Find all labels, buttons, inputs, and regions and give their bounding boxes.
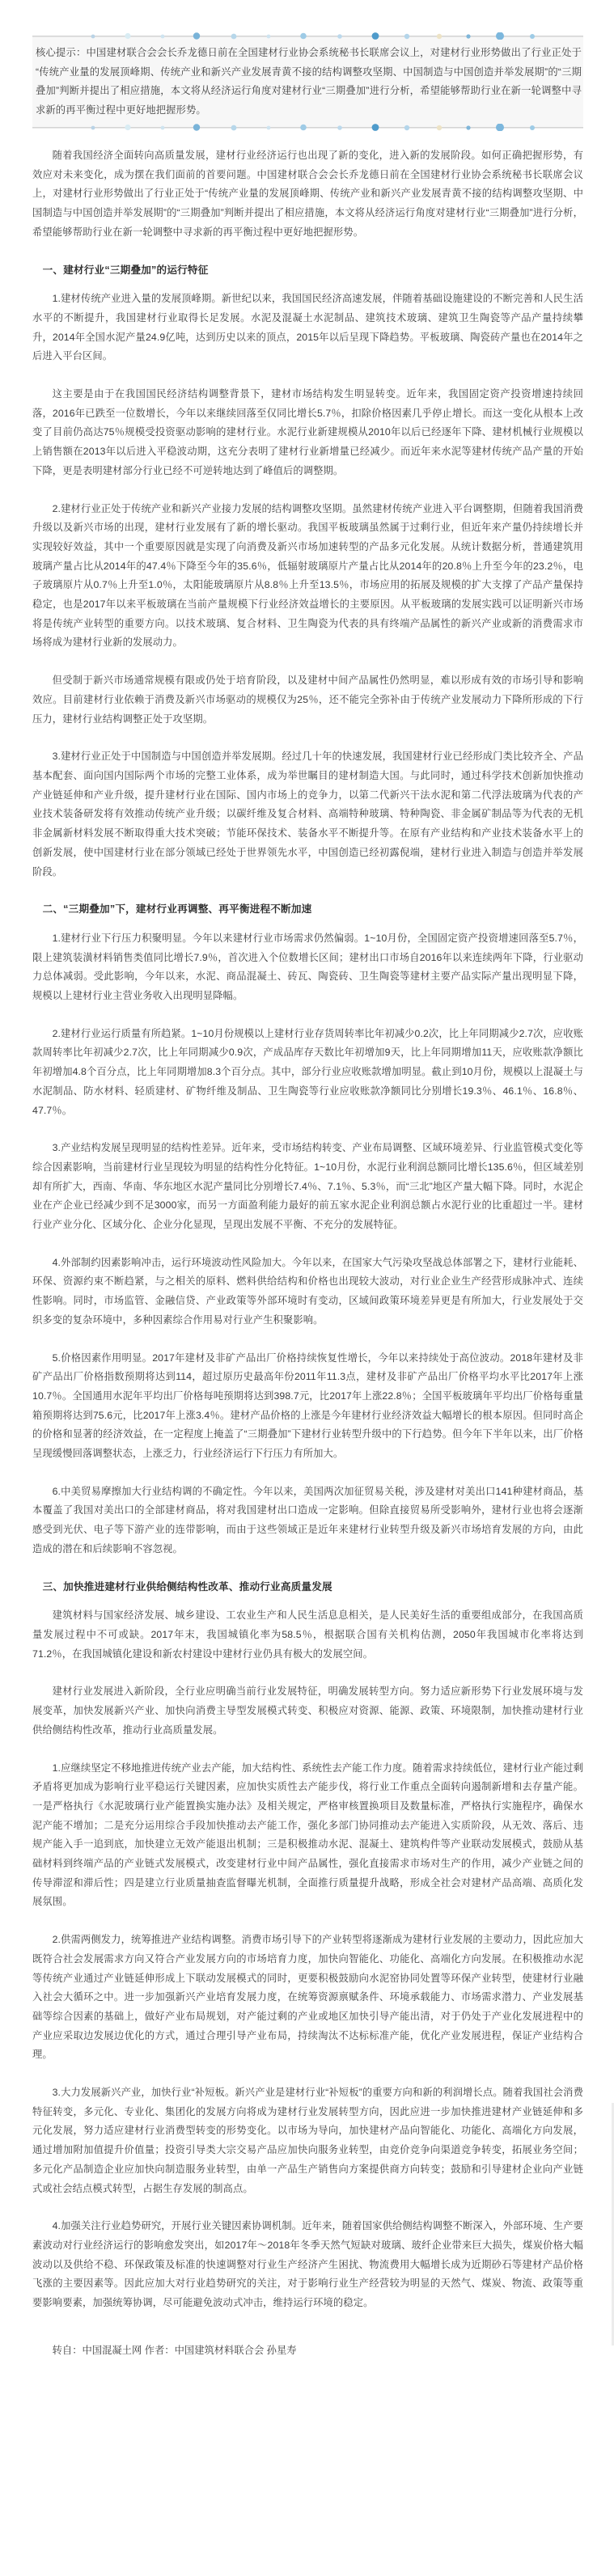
spacer: [0, 2332, 614, 2341]
core-tip-box: [32, 36, 583, 128]
spacer: [0, 1006, 614, 1025]
spacer: [0, 882, 614, 900]
spacer: [0, 2198, 614, 2217]
section-3-paragraph-2: 建材行业发展进入新阶段，全行业应明确当前行业发展特征，明确发展转型方向。努力适应新形势下行业发展环境与发展变革，加快发展新兴产业、加快向消费主导型发展模式转变、积极应对资源、能源、政策、环境限制，加快推动建材行业供给侧结构性改革，推动行业高质量发展。: [32, 1686, 583, 1736]
spacer: [0, 481, 614, 500]
section-1-paragraph-3: 2.建材行业正处于传统产业和新兴产业接力发展的结构调整攻坚期。虽然建材传统产业进入平台调整期，但随着我国消费升级以及新兴市场的出现，建材行业发展有了新的增长驱动。我国平板玻璃虽然属于过剩行业，但近年来产量仍持续增长并实现较好效益，其中一个重要原因就是实现了向消费及新兴市场加速转型的产品多元化发展。从统计数据分析，普通建筑用玻璃产量占比从2014年的47.4％下降至今年的35.6％，低辐射玻璃原片产量占比从2014年的20.8％上升至今年的23.2％，电子玻璃原片从0.7％上升至1.0％，太阳能玻璃原片从8.8％上升至13.5％，市场应用的拓展及规模的扩大支撑了产品产量保持稳定，也是2017年以来平板玻璃在当前产量规模下行业经济效益增长的主要原因。从平板玻璃的发展实践可以证明新兴市场将是传统产业转型的重要方向。以技术玻璃、复合材料、卫生陶瓷为代表的具有终端产品属性的新兴产业或新的消费需求市场将成为建材行业新的发展动力。: [32, 502, 583, 649]
spacer: [0, 1559, 614, 1578]
intro-paragraph: 随着我国经济全面转向高质量发展，建材行业经济运行也出现了新的变化，进入新的发展阶段。如何正确把握形势，有效应对未来变化，成为摆在我们面前的首要问题。中国建材联合会会长乔龙德日前在全国建材行业协会系统秘书长联席会议上，对建材行业形势做出了行业正处于“传统产业量的发展顶峰期、传统产业和新兴产业发展青黄不接的结构调整攻坚期、中国制造与中国创造并举发展期”的“三期叠加”判断并提出了相应措施，本文将从经济运行角度对建材行业“三期叠加”进行分析，希望能够帮助行业在新一轮调整中寻求新的再平衡过程中更好地把握形势。: [32, 150, 583, 238]
section-1-paragraph-2: 这主要是由于在我国国民经济结构调整背景下，建材市场结构发生明显转变。近年来，我国固定资产投资增速持续回落，2016年已跌至一位数增长，今年以来继续回落至仅同比增长5.7％，扣除价格因素几乎停止增长。而这一变化从根本上改变了目前仍高达75％规模受投资驱动影响的建材行业。水泥行业新建规模从2010年以后已经逐年下降、建材机械行业规模以上销售额在2013年以后进入平稳波动期，这充分表明了建材行业新增量已经减少。而近年来水泥等建材传统产品产量的开始下降，更是表明建材部分行业已经不可逆转地达到了峰值后的调整期。: [32, 388, 583, 476]
section-3-paragraph-5: 3.大力发展新兴产业，加快行业“补短板。新兴产业是建材行业“补短板”的重要方向和新的利润增长点。随着我国社会消费特征转变，多元化、专业化、集团化的发展方向将成为建材行业发展转型方向，因此应进一步加快推进建材产业链延伸和多元化发展，努力适应建材行业消费型转变的形势变化。以市场为导向，加快建材产品向智能化、功能化、高端化方向发展，通过增加附加值提升价值量；投资引导类大宗交易产品应加快向服务业转型，由竞价竞争向渠道竞争转变，拓展业务空间；多元化产品制造企业应加快向制造服务业转型，由单一产品生产销售向方案提供商方向转变；鼓励和引导建材企业向产业链式或社会结点模式转型，占据生存发展的制高点。: [32, 2087, 583, 2194]
spacer: [0, 243, 614, 261]
spacer: [0, 1330, 614, 1349]
section-3-paragraph-1: 建筑材料与国家经济发展、城乡建设、工农业生产和人民生活息息相关，是人民美好生活的重要组成部分，在我国高质量发展过程中不可或缺。2017年末，我国城镇化率为58.5％，根据联合国有关机构估测，2050年我国城市化率将达到71.2％，在我国城镇化建设和新农村建设中建材行业仍具有极大的发展空间。: [32, 1609, 583, 1660]
spacer: [0, 653, 614, 671]
section-1-paragraph-1: 1.建材传统产业进入量的发展顶峰期。新世纪以来，我国国民经济高速发展，伴随着基础设施建设的不断完善和人民生活水平的不断提升，我国建材行业取得长足发展。水泥及混凝土水泥制品、建筑技术玻璃、建筑卫生陶瓷等产品产量持续攀升，2014年全国水泥产量24.9亿吨，达到历史以来的顶点，2015年以后呈现下降趋势。平板玻璃、陶瓷砖产量也在2014年之后进入平台区间。: [32, 293, 583, 362]
section-2-paragraph-4: 4.外部制约因素影响冲击，运行环境波动性风险加大。今年以来，在国家大气污染攻坚战总体部署之下，建材行业能耗、环保、资源约束不断趋紧，与之相关的原料、燃料供给结构和价格也出现较大波动，对行业企业生产经营形成脉冲式、连续性影响。同时，市场监管、金融信贷、产业政策等外部环境时有变动，区域间政策环境差异更是有所加大，行业发展处于交织多变的复杂环境中，多种因素综合作用易对行业产生积聚影响。: [32, 1256, 583, 1326]
article-credit: 转自：中国混凝土网 作者：中国建筑材料联合会 孙星寿: [52, 2344, 297, 2356]
decorative-dotted-rule-top: [32, 32, 583, 40]
section-heading-2: 二、“三期叠加”下，建材行业再调整、再平衡进程不断加速: [42, 903, 312, 916]
section-3-paragraph-6: 4.加强关注行业趋势研究，开展行业关键因素协调机制。近年来，随着国家供给侧结构调整不断深入，外部环境、生产要素波动对行业经济运行的影响愈发突出，如2017年～2018年冬季天然气短缺对玻璃、玻纤企业带来巨大损失，煤炭价格大幅波动以及供给不稳、环保政策及标准的快速调整对行业生产经济产生困扰、物流费用大幅增长成为近期砂石等建材产品价格飞涨的主要因素等。因此应加大对行业趋势研究的关注，对于影响行业生产经营较为明显的天然气、煤炭、物流、政策等重要影响要素，加强统筹协调，尽可能避免波动式冲击，维持运行环境的稳定。: [32, 2220, 583, 2309]
spacer: [0, 2313, 614, 2332]
section-heading-3: 三、加快推进建材行业供给侧结构性改革、推动行业高质量发展: [42, 1580, 332, 1593]
section-1-paragraph-5: 3.建材行业正处于中国制造与中国创造并举发展期。经过几十年的快速发展，我国建材行业已经形成门类比较齐全、产品基本配套、面向国内国际两个市场的完整工业体系，成为举世瞩目的建材制造大国。与此同时，通过科学技术创新加快推动产业链延伸和产业升级，提升建材行业在国际、国内市场上的竞争力，以第二代新兴干法水泥和第二代浮法玻璃为代表的产业技术装备研发将有效推动传统产业升级；以碳纤维及复合材料、高端特种玻璃、特种陶瓷、非金属矿制品等为代表的无机非金属新材料发展不断取得重大技术突破；节能环保技术、装备水平不断提升等。在原有产业结构和产业技术装备水平上的创新发展，使中国建材行业在部分领域已经处于世界领先水平，中国创造已经初露倪端，建材行业进入制造与创造并举发展阶段。: [32, 751, 583, 878]
section-2-paragraph-3: 3.产业结构发展呈现明显的结构性差异。近年来，受市场结构转变、产业布局调整、区域环境差异、行业监管模式变化等综合因素影响，当前建材行业呈现较为明显的结构性分化特征。1~10月份，水泥行业利润总额同比增长135.6％，但区域差别却有所扩大，西南、华南、华东地区水泥产量同比分别增长7.4％、7.1％、5.3％，而“三北”地区产量大幅下降。同时，水泥企业在产企业已经减少到不足3000家，而另一方面盈利能力最好的前五家水泥企业利润总额占水泥行业的比重超过一半。建材行业产业分化、区域分化、企业分化显现，呈现出发展不平衡、不充分的发展特征。: [32, 1142, 583, 1231]
section-2-paragraph-6: 6.中美贸易摩擦加大行业结构调的不确定性。今年以来，美国两次加征贸易关税，涉及建材对美出口141种建材商品，基本覆盖了我国对美出口的全部建材商品，将对我国建材出口造成一定影响。但除直接贸易所受影响外，建材行业也将会逐渐感受到光伏、电子等下游产业的连带影响，而由于这些领域正是近年来建材行业转型升级及新兴市场培育发展的方向，由此造成的潜在和后续影响不容忽视。: [32, 1485, 583, 1554]
spacer: [0, 280, 614, 290]
section-3-paragraph-3: 1.应继续坚定不移地推进传统产业去产能，加大结构性、系统性去产能工作力度。随着需求持续低位，建材行业产能过剩矛盾将更加成为影响行业平稳运行关键因素，应加快实质性去产能步伐，将行业工作重点全面转向遏制新增和去存量产能。一是严格执行《水泥玻璃行业产能置换实施办法》及相关规定，严格审核置换项目及数量标准，严格执行实施程序，确保水泥产能不增加；二是充分运用综合手段加快推动去产能工作，强化多部门协同推动去产能进入实质阶段，从无效、落后、违规产能入手一追到底，加快建立无效产能退出机制；三是积极推动水泥、混凝土、建筑构件等产业联动发展模式，鼓励从基础材料到终端产品的产业链式发展模式，改变建材行业中间产品属性，强化直接需求市场对生产的作用，减少产业链之间的传导滞涩和滞后性；四是建立行业质量抽查监督曝光机制，全面推行质量提升战略，形成全社会对建材产品高端、高质化发展氛围。: [32, 1762, 583, 1908]
spacer: [0, 1120, 614, 1139]
spacer: [0, 128, 614, 146]
spacer: [0, 366, 614, 385]
spacer: [0, 1741, 614, 1759]
section-heading-1: 一、建材行业“三期叠加”的运行特征: [42, 264, 209, 276]
spacer: [0, 729, 614, 747]
spacer: [0, 920, 614, 929]
section-2-paragraph-1: 1.建材行业下行压力积聚明显。今年以来建材行业市场需求仍然偏弱。1~10月份，全国固定资产投资增速回落至5.7％，限上建筑装潢材料销售类值同比增长7.9％，首次进入个位数增长区间；建材出口市场自2016年以来连续两年下降，行业驱动力总体减弱。受此影响，今年以来，水泥、商品混凝土、砖瓦、陶瓷砖、卫生陶瓷等建材主要产品实际产量出现明显下降，规模以上建材行业主营业务收入出现明显降幅。: [32, 932, 583, 1002]
spacer: [0, 1912, 614, 1931]
core-tip-text: 核心提示：中国建材联合会会长乔龙德日前在全国建材行业协会系统秘书长联席会议上，对建材行业形势做出了行业正处于“传统产业量的发展顶峰期、传统产业和新兴产业发展青黄不接的结构调整攻坚期、中国制造与中国创造并举发展期”的“三期叠加”判断并提出了相应措施，本文将从经济运行角度对建材行业“三期叠加”进行分析，希望能够帮助行业在新一轮调整中寻求新的再平衡过程中更好地把握形势。: [36, 47, 582, 116]
spacer: [0, 1597, 614, 1606]
spacer: [0, 1664, 614, 1682]
section-2-paragraph-2: 2.建材行业运行质量有所趋紧。1~10月份规模以上建材行业存货周转率比年初减少0.2次，比上年同期减少2.7次，应收账款周转率比年初减少2.7次，比上年同期减少0.9次，产成品库存天数比年初增加9天，比上年同期增加11天，应收账款净额比年初增加4.8个百分点，比上年同期增加8.3个百分点。其中，部分行业应收账款增加明显。截止到10月份，规模以上混凝土与水泥制品、防水材料、轻质建材、矿物纤维及制品、卫生陶瓷等行业应收账款净额同比分别增长19.3％、46.1％、16.8％、47.7％。: [32, 1027, 583, 1116]
section-2-paragraph-5: 5.价格因素作用明显。2017年建材及非矿产品出厂价格持续恢复性增长，今年以来持续处于高位波动。2018年建材及非矿产品出厂价格指数预期将达到114，超过原历史最高年份2011年11.3点，建材及非矿产品出厂价格平均水平比2017年上涨10.7％。全国通用水泥年平均出厂价格每吨预期将达到398.7元，比2017年上涨22.8％；全国平板玻璃年平均出厂价格每重量箱预期将达到75.6元，比2017年上涨3.4％。建材产品价格的上涨是今年建材行业经济效益大幅增长的根本原因。但同时高企的价格和显著的经济效益，在一定程度上掩盖了“三期叠加”下建材行业转型升级中的下行趋势。但今年下半年以来，出厂价格呈现缓慢回落调整状态，上涨乏力，行业经济运行下行压力有所加大。: [32, 1351, 583, 1460]
section-3-paragraph-4: 2.供需两侧发力，统筹推进产业结构调整。消费市场引导下的产业转型将逐渐成为建材行业发展的主要动力，因此应加大既符合社会发展需求方向又符合产业发展方向的市场培育力度，加快向智能化、功能化、高端化方向发展。在积极推动水泥等传统产业通过产业链延伸形成上下联动发展模式的同时，更要积极鼓励向水泥窑协同处置等环保产业转型，使建材行业融入社会大循环之中。进一步加强新兴产业培育发展力度，在统筹资源禀赋条件、环境承载能力、市场需求潜力、产业发展基础等综合因素的基础上，做好产业布局规划，对产能过剩的产业或地区加快引导产能出清，对于仍处于产业化发展进程中的产业应采取边发展边优化的方式，通过合理引导产业布局，持续淘汰不达标标准产能，优化产业发展进程，保证产业结构合理。: [32, 1934, 583, 2061]
spacer: [0, 2065, 614, 2083]
spacer: [0, 1464, 614, 1483]
section-1-paragraph-4: 但受制于新兴市场通常规模有限或仍处于培育阶段，以及建材中间产品属性仍然明显，难以形成有效的市场引导和影响效应。目前建材行业依赖于消费及新兴市场驱动的规模仅为25％，还不能完全弥补由于传统产业发展动力下降所形成的下行压力，建材行业结构调整正处于攻坚期。: [32, 675, 583, 725]
spacer: [0, 2361, 614, 2403]
spacer: [0, 1235, 614, 1254]
